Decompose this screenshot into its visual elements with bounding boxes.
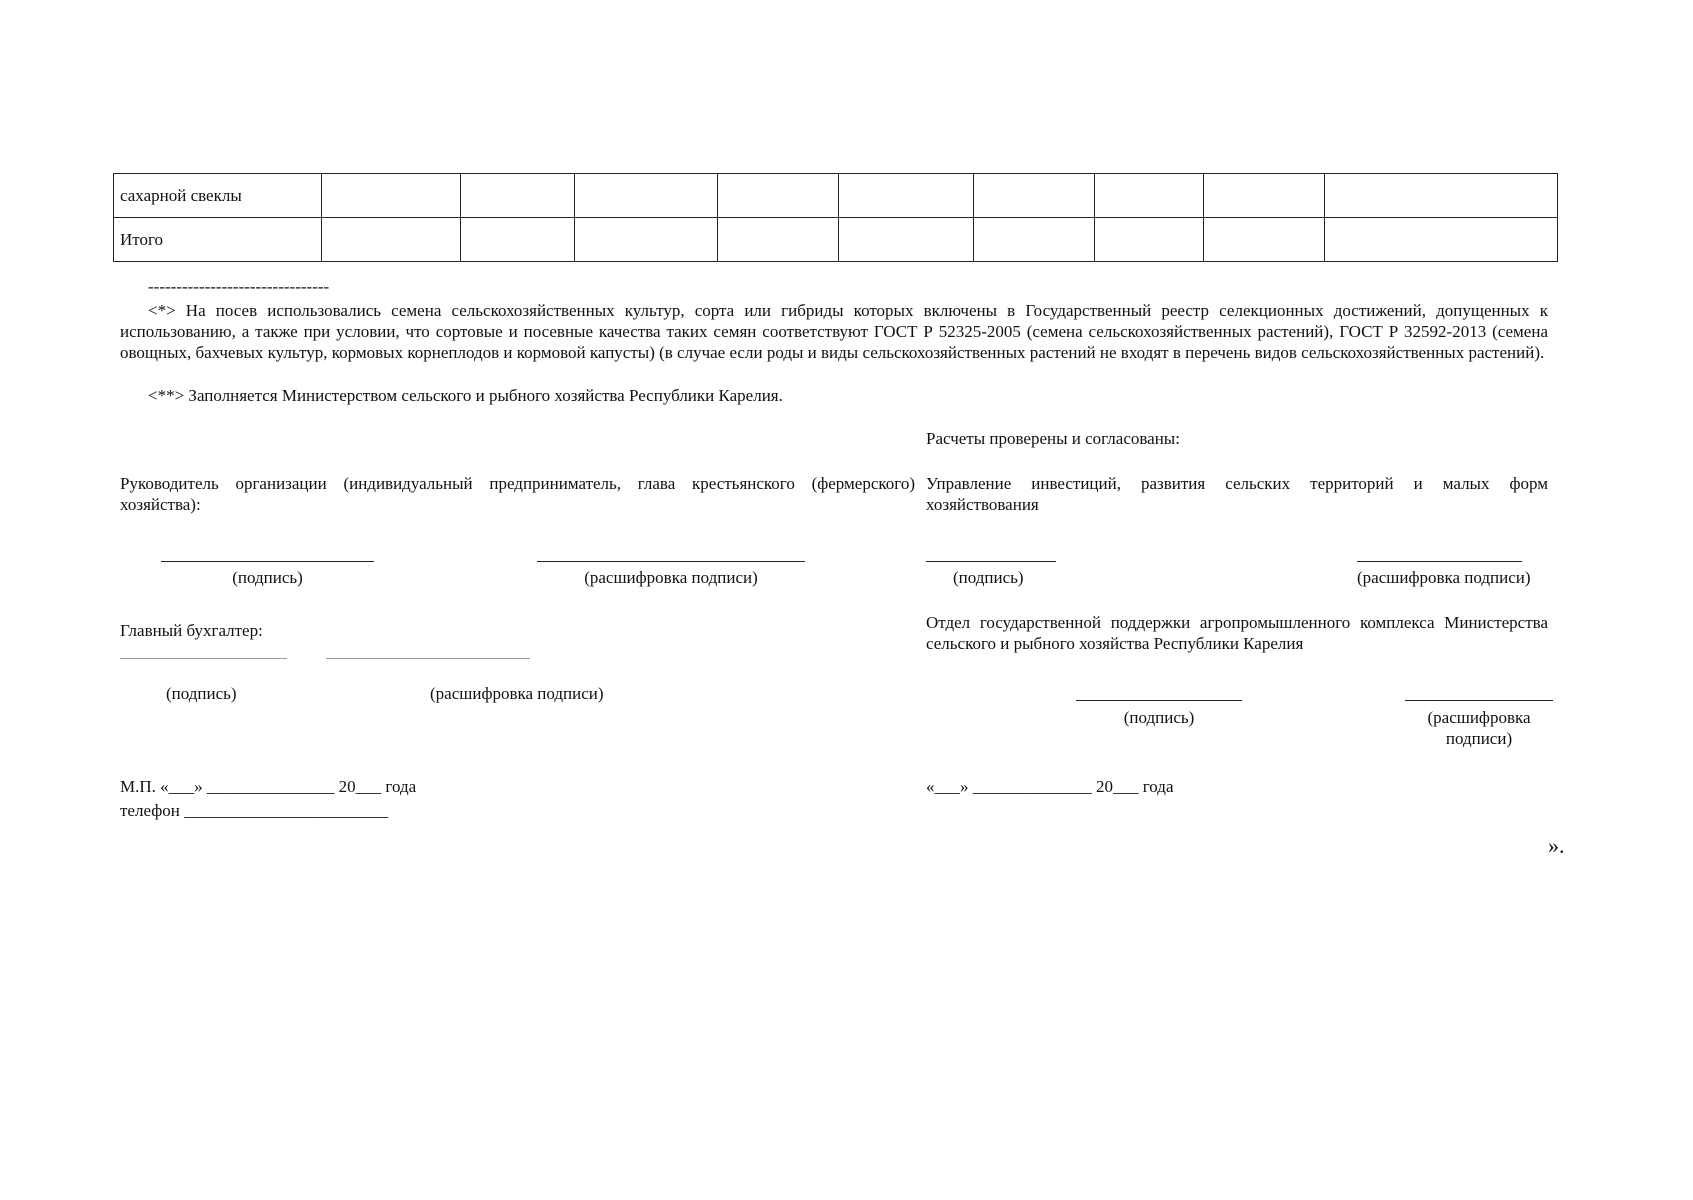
ministry-department-title: Отдел государственной поддержки агропромышленного комплекса Министерства сельского и рыбного хозяйства Республики Карелия — [926, 613, 1548, 653]
table-cell[interactable] — [718, 218, 839, 262]
ministry-signature-label: (подпись) — [1123, 708, 1195, 727]
department-signature-line[interactable] — [926, 561, 1056, 562]
footnote-separator: -------------------------------- — [148, 277, 330, 296]
crop-table — [113, 173, 1558, 262]
department-signature-label: (подпись) — [953, 568, 1024, 587]
table-cell[interactable] — [1204, 174, 1325, 218]
chief-accountant-title: Главный бухгалтер: — [120, 621, 263, 640]
table-cell[interactable] — [1095, 218, 1204, 262]
department-decode-label: (расшифровка подписи) — [1357, 568, 1531, 587]
table-cell[interactable] — [839, 174, 974, 218]
phone-line[interactable]: телефон ________________________ — [120, 801, 389, 820]
mp-date-line[interactable]: М.П. «___» _______________ 20___ года — [120, 777, 417, 796]
head-of-organization-title: Руководитель организации (индивидуальный предприниматель, глава крестьянского (фермерского) хозяйства): — [120, 474, 915, 514]
row-label: сахарной свеклы — [114, 174, 322, 218]
table-cell[interactable] — [839, 218, 974, 262]
table-cell[interactable] — [322, 218, 461, 262]
accountant-decode-line[interactable] — [326, 658, 530, 659]
approval-date-line[interactable]: «___» ______________ 20___ года — [926, 777, 1174, 796]
department-title: Управление инвестиций, развития сельских территорий и малых форм хозяйствования — [926, 474, 1548, 514]
ministry-decode-label: (расшифровка подписи) — [1427, 708, 1531, 748]
table-cell[interactable] — [461, 174, 575, 218]
table-cell[interactable] — [974, 218, 1095, 262]
accountant-signature-label: (подпись) — [166, 684, 237, 703]
table-row — [114, 218, 1558, 262]
table-cell[interactable] — [461, 218, 575, 262]
table-row — [114, 174, 1558, 218]
footnote-2: <**> Заполняется Министерством сельского и рыбного хозяйства Республики Карелия. — [148, 386, 783, 405]
table-cell[interactable] — [1325, 218, 1558, 262]
head-signature-line[interactable] — [161, 561, 374, 562]
table-cell[interactable] — [974, 174, 1095, 218]
closing-quote: ». — [1548, 833, 1565, 858]
table-cell[interactable] — [1095, 174, 1204, 218]
head-decode-line[interactable] — [537, 561, 805, 562]
calculations-checked-title: Расчеты проверены и согласованы: — [926, 429, 1180, 448]
table-cell[interactable] — [718, 174, 839, 218]
table-cell[interactable] — [322, 174, 461, 218]
table-cell[interactable] — [575, 218, 718, 262]
accountant-signature-line[interactable] — [120, 658, 287, 659]
table-cell[interactable] — [1325, 174, 1558, 218]
head-decode-label: (расшифровка подписи) — [584, 568, 758, 587]
head-signature-label: (подпись) — [232, 568, 303, 587]
table-cell[interactable] — [575, 174, 718, 218]
table-cell[interactable] — [1204, 218, 1325, 262]
department-decode-line[interactable] — [1357, 561, 1522, 562]
ministry-decode-line[interactable] — [1405, 700, 1553, 701]
ministry-signature-line[interactable] — [1076, 700, 1242, 701]
footnote-1: <*> На посев использовались семена сельскохозяйственных культур, сорта или гибриды которых включены в Государственный реестр селекционных достижений, допущенных к использованию, а также при условии, что сортовые и посевные качества таких семян соответствуют ГОСТ Р 52325-2005 (семена сельскохозяйственных растений), ГОСТ Р 32592-2013 (семена овощных, бахчевых культур, кормовых корнеплодов и кормовой капусты) (в случае если роды и виды сельскохозяйственных растений не входят в перечень видов сельскохозяйственных растений). — [120, 301, 1548, 362]
accountant-decode-label: (расшифровка подписи) — [430, 684, 604, 703]
row-label: Итого — [114, 218, 322, 262]
